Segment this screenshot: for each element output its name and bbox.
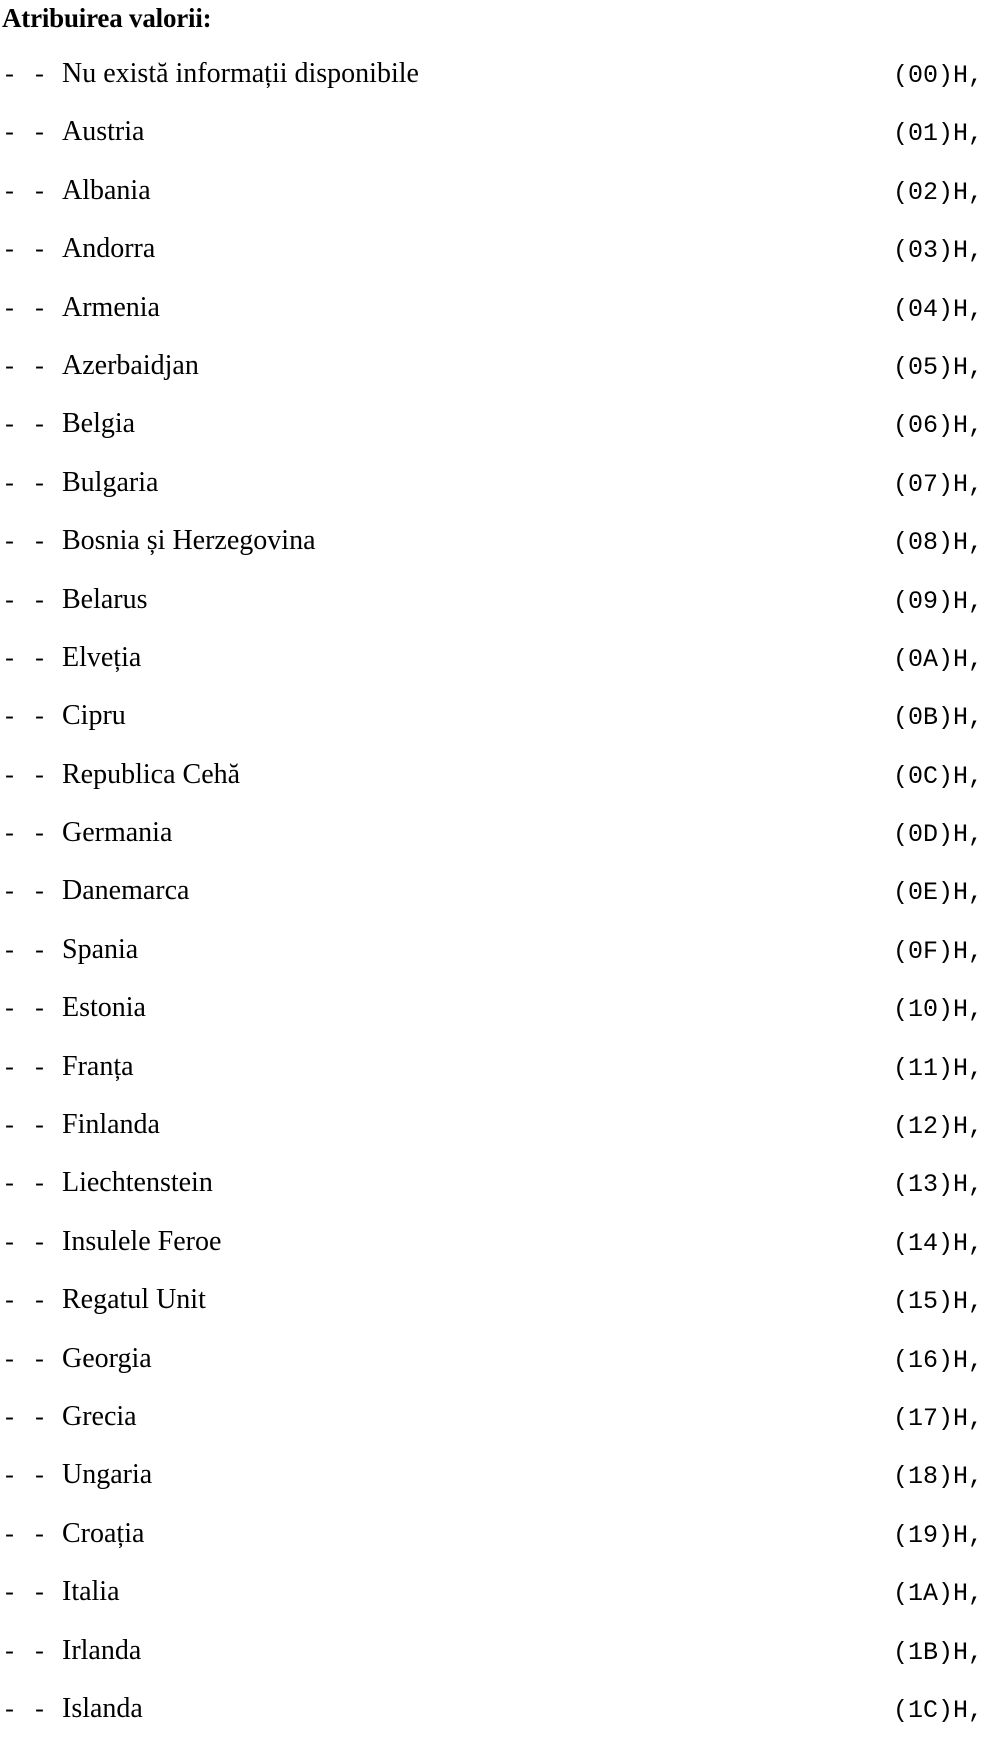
list-bullet-dashes: - - bbox=[2, 878, 48, 908]
list-bullet-dashes: - - bbox=[2, 236, 48, 266]
list-bullet-dashes: - - bbox=[2, 1695, 48, 1725]
country-name: Elveția bbox=[62, 641, 142, 673]
list-bullet-dashes: - - bbox=[2, 61, 48, 90]
list-bullet-dashes: - - bbox=[2, 1520, 48, 1550]
hex-code: (00)H, bbox=[893, 61, 984, 90]
list-item bbox=[0, 1627, 993, 1685]
country-code-list bbox=[0, 50, 993, 1743]
list-bullet-dashes: - - bbox=[2, 1579, 48, 1609]
hex-code: (08)H, bbox=[893, 528, 984, 558]
country-name: Danemarca bbox=[62, 875, 190, 907]
hex-code: (18)H, bbox=[893, 1462, 984, 1492]
list-bullet-dashes: - - bbox=[2, 1287, 48, 1317]
hex-code: (0E)H, bbox=[893, 878, 984, 908]
country-name: Cipru bbox=[62, 700, 126, 732]
hex-code: (1A)H, bbox=[893, 1579, 984, 1609]
hex-code: (05)H, bbox=[893, 352, 984, 382]
country-name: Republica Cehă bbox=[62, 758, 241, 790]
list-bullet-dashes: - - bbox=[2, 469, 48, 499]
list-bullet-dashes: - - bbox=[2, 703, 48, 733]
list-item bbox=[0, 50, 993, 108]
list-bullet-dashes: - - bbox=[2, 1228, 48, 1258]
hex-code: (16)H, bbox=[893, 1345, 984, 1375]
hex-code: (1C)H, bbox=[893, 1695, 984, 1725]
list-item bbox=[0, 692, 993, 750]
hex-code: (0C)H, bbox=[893, 761, 984, 791]
hex-code: (03)H, bbox=[893, 236, 984, 266]
list-item bbox=[0, 576, 993, 634]
hex-code: (1B)H, bbox=[893, 1637, 984, 1667]
list-item bbox=[0, 1043, 993, 1101]
list-item bbox=[0, 809, 993, 867]
country-name: Grecia bbox=[62, 1400, 137, 1432]
country-name: Germania bbox=[62, 817, 173, 849]
hex-code: (11)H, bbox=[893, 1053, 984, 1083]
list-item bbox=[0, 1159, 993, 1217]
section-heading: Atribuirea valorii: bbox=[2, 3, 212, 33]
list-item bbox=[0, 1451, 993, 1509]
list-item bbox=[0, 1276, 993, 1334]
list-item bbox=[0, 1218, 993, 1276]
country-name: Armenia bbox=[62, 291, 160, 323]
country-name: Insulele Feroe bbox=[62, 1225, 222, 1257]
country-name: Croația bbox=[62, 1517, 145, 1549]
list-bullet-dashes: - - bbox=[2, 294, 48, 324]
hex-code: (07)H, bbox=[893, 469, 984, 499]
hex-code: (12)H, bbox=[893, 1112, 984, 1142]
list-item bbox=[0, 1685, 993, 1743]
hex-code: (09)H, bbox=[893, 586, 984, 616]
list-item bbox=[0, 400, 993, 458]
list-bullet-dashes: - - bbox=[2, 1170, 48, 1200]
country-name: Ungaria bbox=[62, 1459, 153, 1491]
country-name: Georgia bbox=[62, 1342, 152, 1374]
list-bullet-dashes: - - bbox=[2, 586, 48, 616]
country-name: Franța bbox=[62, 1050, 134, 1082]
hex-code: (10)H, bbox=[893, 995, 984, 1025]
country-name: Belgia bbox=[62, 408, 136, 440]
list-item bbox=[0, 167, 993, 225]
list-bullet-dashes: - - bbox=[2, 1112, 48, 1142]
list-bullet-dashes: - - bbox=[2, 995, 48, 1025]
list-bullet-dashes: - - bbox=[2, 119, 48, 149]
hex-code: (13)H, bbox=[893, 1170, 984, 1200]
country-name: Spania bbox=[62, 933, 139, 965]
country-name: Regatul Unit bbox=[62, 1284, 206, 1316]
list-item bbox=[0, 342, 993, 400]
hex-code: (04)H, bbox=[893, 294, 984, 324]
hex-code: (0B)H, bbox=[893, 703, 984, 733]
country-name: Italia bbox=[62, 1576, 120, 1608]
country-name: Finlanda bbox=[62, 1109, 160, 1141]
hex-code: (14)H, bbox=[893, 1228, 984, 1258]
list-bullet-dashes: - - bbox=[2, 352, 48, 382]
list-bullet-dashes: - - bbox=[2, 411, 48, 441]
list-bullet-dashes: - - bbox=[2, 177, 48, 207]
list-item bbox=[0, 751, 993, 809]
list-item bbox=[0, 984, 993, 1042]
list-item bbox=[0, 1510, 993, 1568]
country-name: Azerbaidjan bbox=[62, 349, 199, 381]
list-item bbox=[0, 1568, 993, 1626]
list-item bbox=[0, 1335, 993, 1393]
hex-code: (17)H, bbox=[893, 1403, 984, 1433]
list-item bbox=[0, 108, 993, 166]
country-name: Estonia bbox=[62, 992, 146, 1024]
list-bullet-dashes: - - bbox=[2, 1462, 48, 1492]
country-name: Islanda bbox=[62, 1692, 143, 1724]
country-name: Nu există informații disponibile bbox=[62, 58, 419, 89]
list-item bbox=[0, 867, 993, 925]
country-name: Bulgaria bbox=[62, 466, 159, 498]
hex-code: (01)H, bbox=[893, 119, 984, 149]
hex-code: (15)H, bbox=[893, 1287, 984, 1317]
list-bullet-dashes: - - bbox=[2, 1637, 48, 1667]
hex-code: (0F)H, bbox=[893, 936, 984, 966]
list-item bbox=[0, 517, 993, 575]
country-name: Liechtenstein bbox=[62, 1167, 213, 1199]
list-item bbox=[0, 926, 993, 984]
list-bullet-dashes: - - bbox=[2, 644, 48, 674]
country-name: Andorra bbox=[62, 233, 156, 265]
list-item bbox=[0, 634, 993, 692]
list-bullet-dashes: - - bbox=[2, 936, 48, 966]
list-item bbox=[0, 225, 993, 283]
list-item bbox=[0, 459, 993, 517]
country-name: Belarus bbox=[62, 583, 148, 615]
list-item bbox=[0, 1101, 993, 1159]
list-item bbox=[0, 1393, 993, 1451]
country-name: Irlanda bbox=[62, 1634, 142, 1666]
hex-code: (02)H, bbox=[893, 177, 984, 207]
list-bullet-dashes: - - bbox=[2, 1403, 48, 1433]
list-bullet-dashes: - - bbox=[2, 528, 48, 558]
country-name: Austria bbox=[62, 116, 145, 148]
list-bullet-dashes: - - bbox=[2, 1053, 48, 1083]
country-name: Albania bbox=[62, 174, 151, 206]
list-item bbox=[0, 284, 993, 342]
list-bullet-dashes: - - bbox=[2, 1345, 48, 1375]
hex-code: (06)H, bbox=[893, 411, 984, 441]
country-name: Bosnia și Herzegovina bbox=[62, 525, 316, 557]
hex-code: (19)H, bbox=[893, 1520, 984, 1550]
list-bullet-dashes: - - bbox=[2, 820, 48, 850]
list-bullet-dashes: - - bbox=[2, 761, 48, 791]
hex-code: (0A)H, bbox=[893, 644, 984, 674]
hex-code: (0D)H, bbox=[893, 820, 984, 850]
